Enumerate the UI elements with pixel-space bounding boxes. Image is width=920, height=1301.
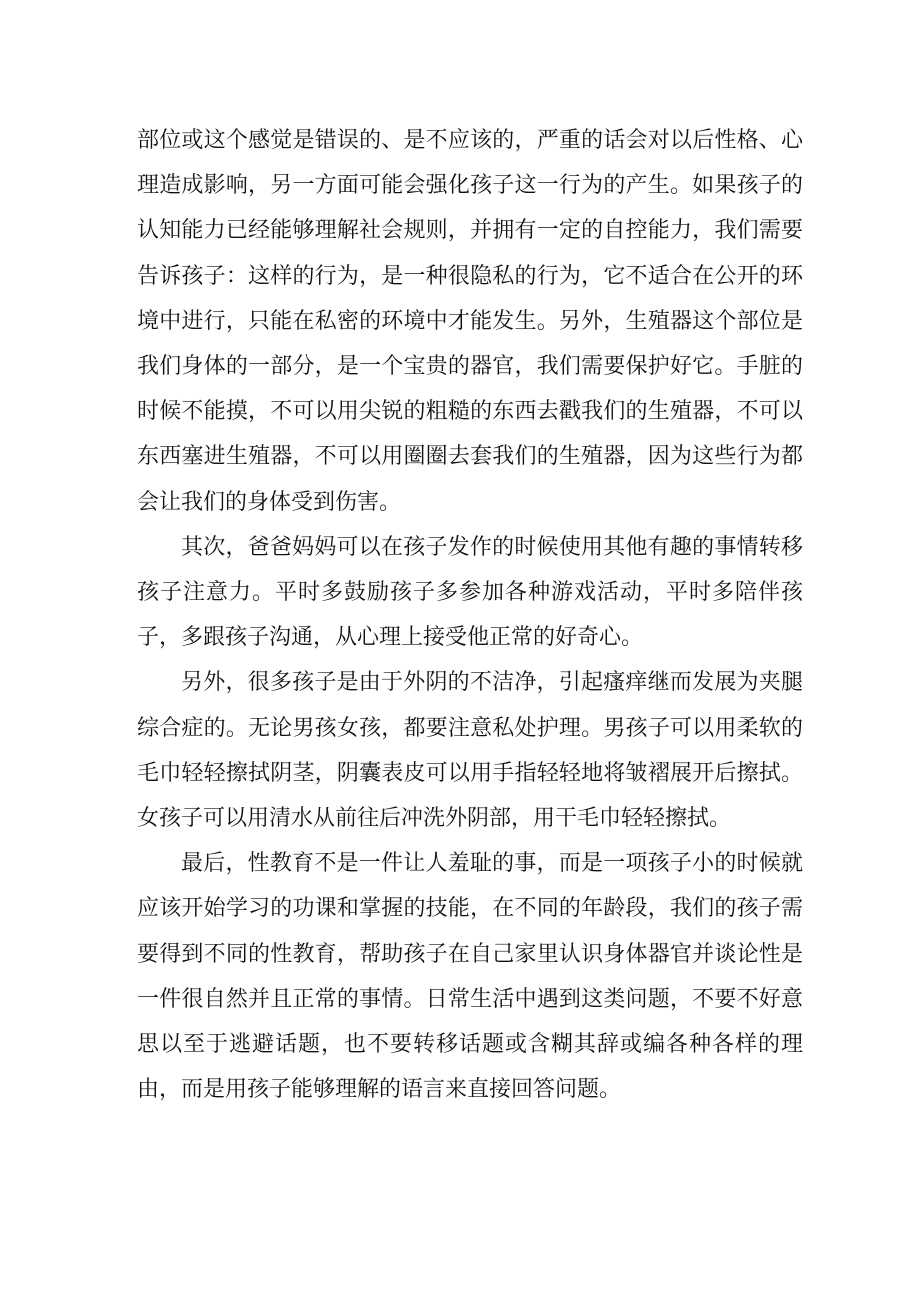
- paragraph-hygiene: 另外，很多孩子是由于外阴的不洁净，引起瘙痒继而发展为夹腿综合症的。无论男孩女孩，都要注意私处护理。男孩子可以用柔软的毛巾轻轻擦拭阴茎，阴囊表皮可以用手指轻轻地将皱褶展开后擦拭。女孩子可以用清水从前往后冲洗外阴部，用干毛巾轻轻擦拭。: [137, 670, 803, 832]
- paragraph-sex-education: 最后，性教育不是一件让人羞耻的事，而是一项孩子小的时候就应该开始学习的功课和掌握的技能，在不同的年龄段，我们的孩子需要得到不同的性教育，帮助孩子在自己家里认识身体器官并谈论性是一件很自然并且正常的事情。日常生活中遇到这类问题，不要不好意思以至于逃避话题，也不要转移话题或含糊其辞或编各种各样的理由，而是用孩子能够理解的语言来直接回答问题。: [137, 851, 803, 1103]
- paragraph-continued: 部位或这个感觉是错误的、是不应该的，严重的话会对以后性格、心理造成影响，另一方面可能会强化孩子这一行为的产生。如果孩子的认知能力已经能够理解社会规则，并拥有一定的自控能力，我们需要告诉孩子：这样的行为，是一种很隐私的行为，它不适合在公开的环境中进行，只能在私密的环境中才能发生。另外，生殖器这个部位是我们身体的一部分，是一个宝贵的器官，我们需要保护好它。手脏的时候不能摸，不可以用尖锐的粗糙的东西去戳我们的生殖器，不可以东西塞进生殖器，不可以用圈圈去套我们的生殖器，因为这些行为都会让我们的身体受到伤害。: [137, 128, 803, 515]
- document-body: [137, 118, 803, 1112]
- paragraph-distraction: 其次，爸爸妈妈可以在孩子发作的时候使用其他有趣的事情转移孩子注意力。平时多鼓励孩子多参加各种游戏活动，平时多陪伴孩子，多跟孩子沟通，从心理上接受他正常的好奇心。: [137, 534, 803, 651]
